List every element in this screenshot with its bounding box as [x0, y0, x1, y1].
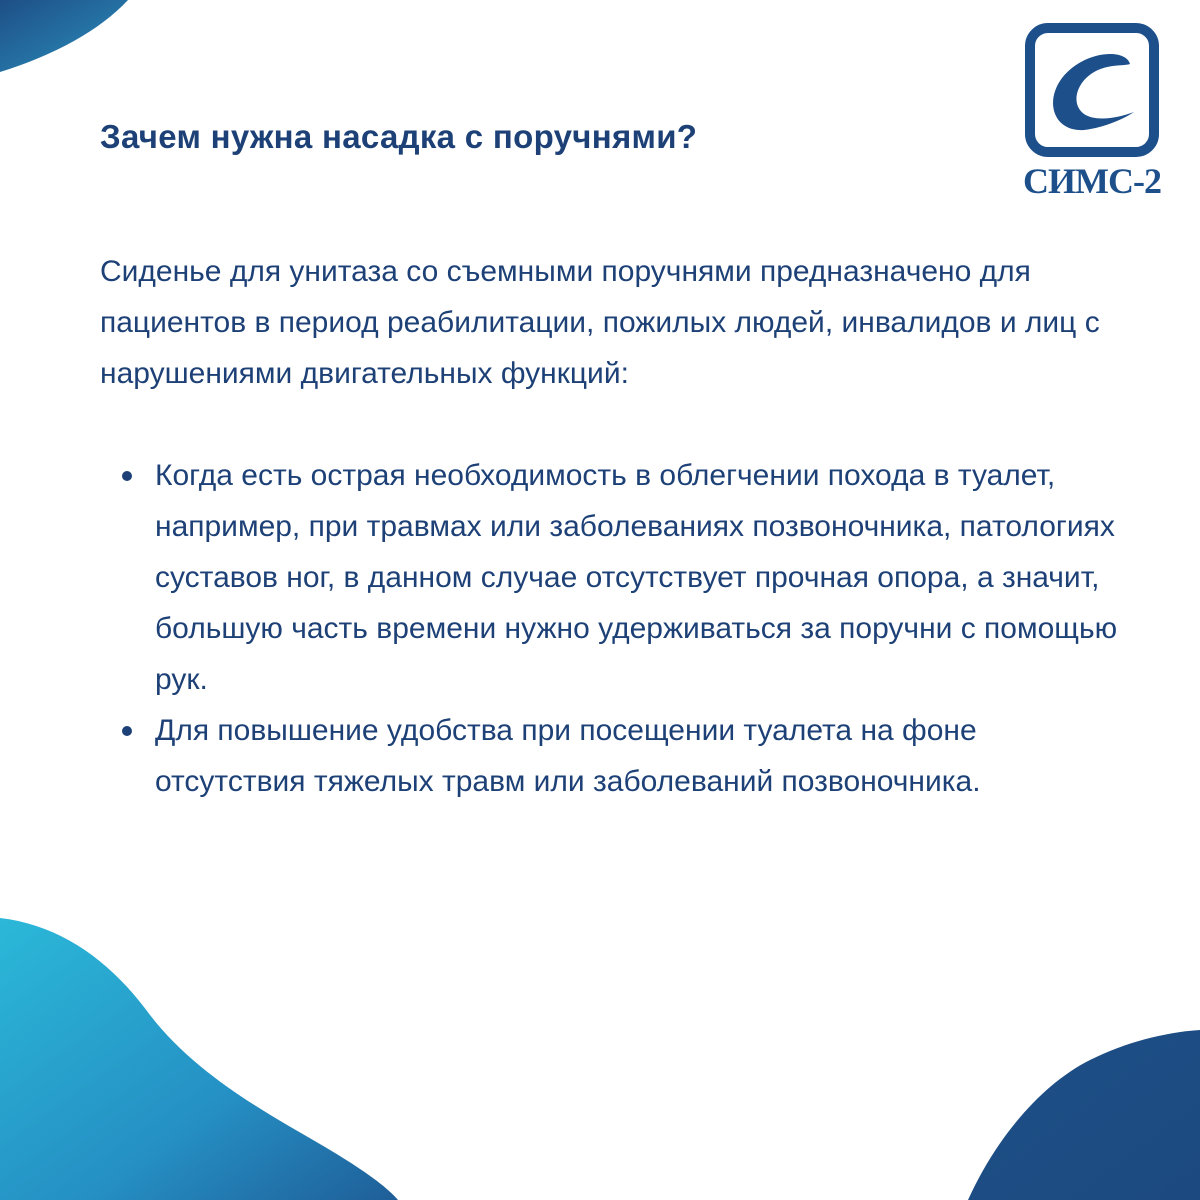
- list-item-text: Для повышение удобства при посещении туалета на фоне отсутствия тяжелых травм или заболеваний позвоночника.: [155, 714, 981, 798]
- list-item: [100, 450, 1130, 705]
- intro-paragraph: Сиденье для унитаза со съемными поручнями предназначено для пациентов в период реабилитации, пожилых людей, инвалидов и лиц с нарушениями двигательных функций:: [100, 255, 1100, 390]
- bullet-icon: [122, 471, 132, 481]
- logo-text: СИМС-2: [1023, 161, 1161, 201]
- page-title: Зачем нужна насадка с поручнями?: [100, 118, 698, 155]
- bottom-right-wave-shape: [968, 1030, 1200, 1200]
- list-item: [100, 705, 1130, 807]
- bullet-icon: [122, 726, 132, 736]
- bullet-list: [100, 450, 1130, 807]
- top-left-wave-shape: [0, 0, 128, 72]
- brand-logo: [1022, 22, 1162, 201]
- bottom-left-wave-shape: [0, 918, 398, 1200]
- sims-logo-icon: [1022, 22, 1162, 157]
- list-item-text: Когда есть острая необходимость в облегчении похода в туалет, например, при травмах или заболеваниях позвоночника, патологиях суставов ног, в данном случае отсутствует прочная опора, а значит, большую часть времени нужно удерживаться за поручни с помощью рук.: [155, 459, 1118, 696]
